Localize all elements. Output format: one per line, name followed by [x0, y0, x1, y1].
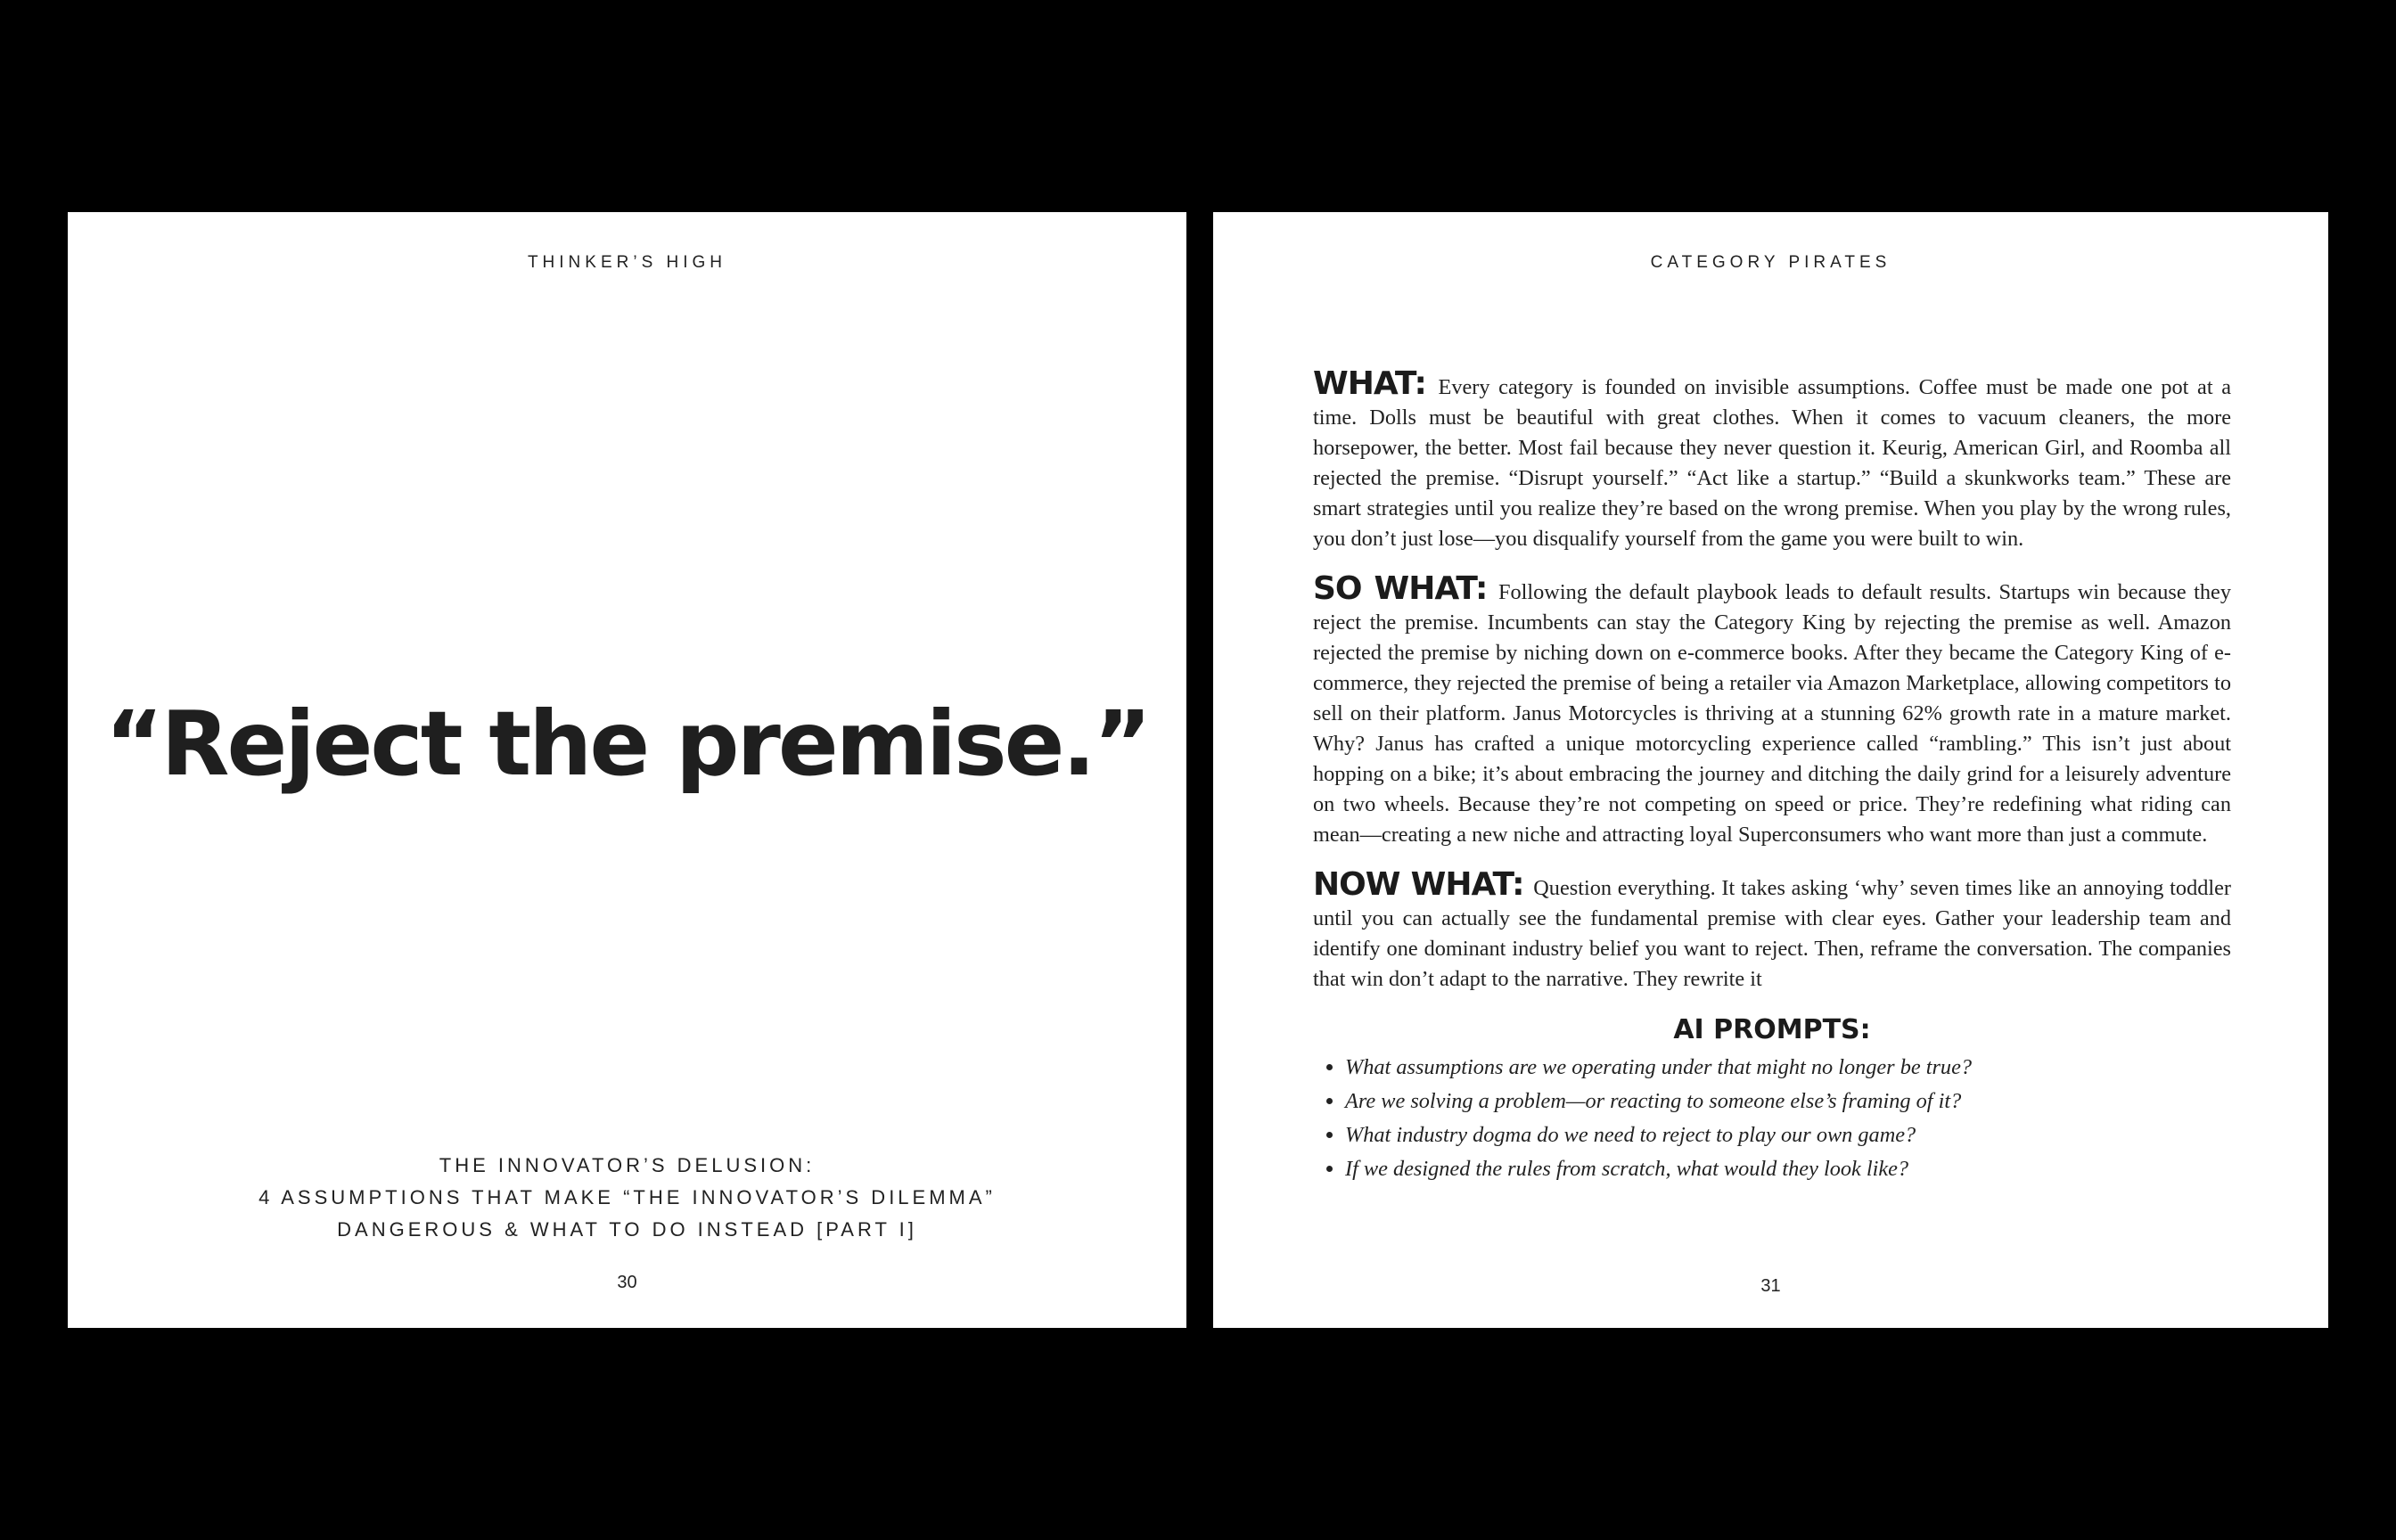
pull-quote: “Reject the premise.”	[104, 692, 1150, 796]
chapter-title	[68, 1150, 1186, 1246]
right-page	[1213, 212, 2328, 1328]
ai-prompts-heading: AI PROMPTS:	[1673, 1014, 1871, 1045]
page-body	[1313, 365, 2231, 1186]
list-item: • If we designed the rules from scratch, what would they look like?	[1345, 1152, 2231, 1186]
section-text: Question everything. It takes asking ‘why’ seven times like an annoying toddler until you can actually see the fundamental premise with clear eyes. Gather your leadership team and identify one dominant industry belief you want to reject. Then, reframe the conversation. The companies that win don’t adapt to the narrative. They rewrite it	[1313, 876, 2231, 991]
section-label: SO WHAT:	[1313, 570, 1488, 607]
page-number: 30	[617, 1273, 637, 1292]
section-label: WHAT:	[1313, 365, 1426, 402]
section-text: Every category is founded on invisible assumptions. Coffee must be made one pot at a time. Dolls must be beautiful with great clothes. When it comes to vacuum cleaners, the more horsepower, the better. Most fail because they never question it. Keurig, American Girl, and Roomba all rejected the premise. “Disrupt yourself.” “Act like a startup.” “Build a skunkworks team.” These are smart strategies until you realize they’re based on the wrong premise. When you play by the wrong rules, you don’t just lose—you disqualify yourself from the game you were built to win.	[1313, 375, 2231, 551]
chapter-title-line: DANGEROUS & WHAT TO DO INSTEAD [PART I]	[337, 1218, 917, 1241]
left-page	[68, 212, 1186, 1328]
now-what-section	[1313, 866, 2231, 995]
page-number: 31	[1760, 1276, 1781, 1296]
list-item: • Are we solving a problem—or reacting to someone else’s framing of it?	[1345, 1085, 2231, 1118]
list-item: • What assumptions are we operating under that might no longer be true?	[1345, 1051, 2231, 1085]
running-head: THINKER’S HIGH	[527, 253, 727, 272]
list-item: • What industry dogma do we need to reject to play our own game?	[1345, 1118, 2231, 1152]
chapter-title-line: THE INNOVATOR’S DELUSION:	[439, 1154, 816, 1176]
what-section	[1313, 365, 2231, 554]
section-label: NOW WHAT:	[1313, 866, 1524, 903]
ai-prompts-list	[1313, 1051, 2231, 1186]
running-head: CATEGORY PIRATES	[1650, 253, 1891, 272]
chapter-title-line: 4 ASSUMPTIONS THAT MAKE “THE INNOVATOR’S DILEMMA”	[258, 1186, 996, 1208]
so-what-section	[1313, 570, 2231, 850]
section-text: Following the default playbook leads to default results. Startups win because they reject the premise. Incumbents can stay the Category King by rejecting the premise as well. Amazon rejected the premise by niching down on e-commerce books. After they became the Category King of e-commerce, they rejected the premise of being a retailer via Amazon Marketplace, allowing competitors to sell on their platform. Janus Motorcycles is thriving at a stunning 62% growth rate in a mature market. Why? Janus has crafted a unique motorcycling experience called “rambling.” This isn’t just about hopping on a bike; it’s about embracing the journey and ditching the daily grind for a leisurely adventure on two wheels. Because they’re not competing on speed or price. They’re redefining what riding can mean—creating a new niche and attracting loyal Superconsumers who want more than just a commute.	[1313, 580, 2231, 847]
